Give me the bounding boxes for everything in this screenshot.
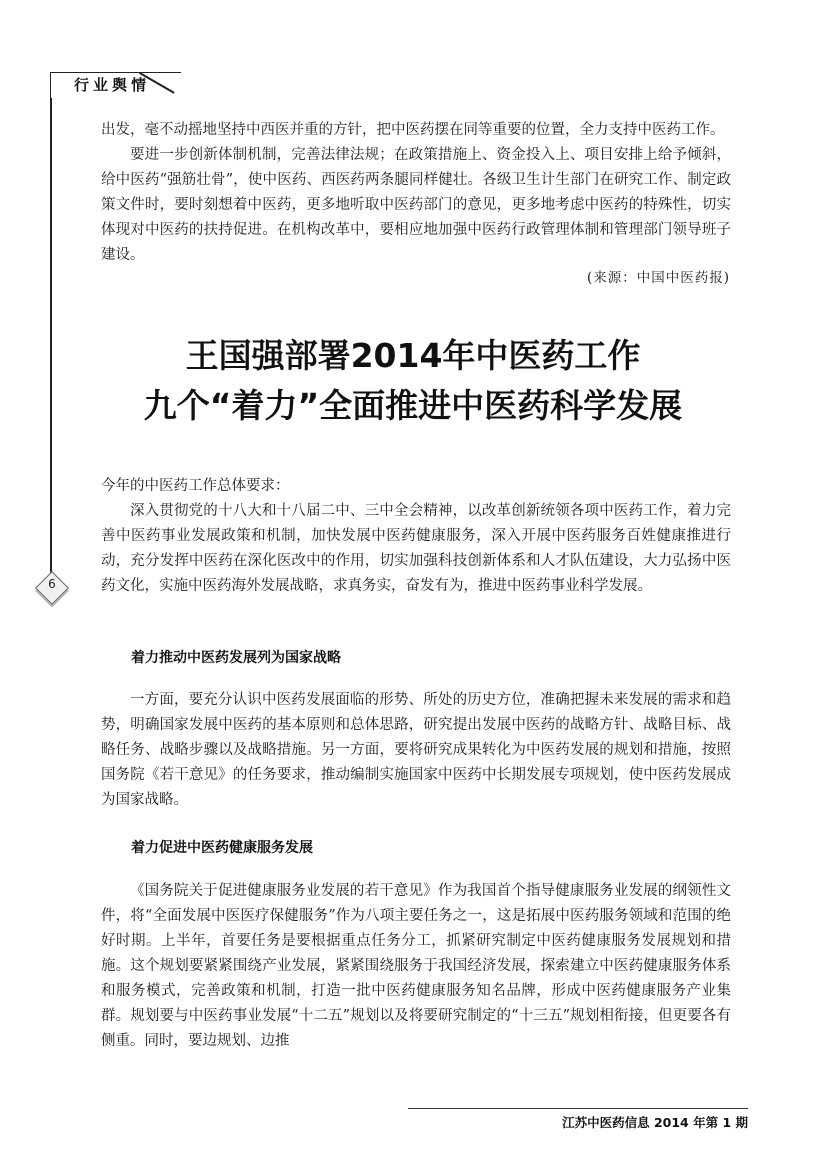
section-1-text bbox=[101, 688, 731, 813]
section-label: 行业舆情 bbox=[74, 76, 151, 94]
section-2-text bbox=[101, 879, 731, 1054]
section-2-body: 《国务院关于促进健康服务业发展的若干意见》作为我国首个指导健康服务业发展的纲领性文件，将“全面发展中医医疗保健服务”作为八项主要任务之一，这是拓展中医药服务领域和范围的绝好时期。上半年，首要任务是要根据重点任务分工，抓紧研究制定中医药健康服务发展规划和措施。这个规划要紧紧围绕产业发展，紧紧围绕服务于我国经济发展，探索建立中医药健康服务体系和服务模式，完善政策和机制，打造一批中医药健康服务知名品牌，形成中医药健康服务产业集群。规划要与中医药事业发展“十二五”规划以及将要研究制定的“十三五”规划相衔接，但更要各有侧重。同时，要边规划、边推 bbox=[101, 883, 731, 1049]
page-number: 6 bbox=[48, 577, 56, 591]
intro-paragraph-1: 出发，毫不动摇地坚持中西医并重的方针，把中医药摆在同等重要的位置，全力支持中医药工作。 bbox=[101, 122, 725, 138]
footer-rule bbox=[408, 1108, 748, 1109]
lead-text bbox=[101, 474, 731, 599]
section-1-body: 一方面，要充分认识中医药发展面临的形势、所处的历史方位，准确把握未来发展的需求和趋势，明确国家发展中医药的基本原则和总体思路，研究提出发展中医药的战略方针、战略目标、战略任务、战略步骤以及战略措施。另一方面，要将研究成果转化为中医药发展的规划和措施，按照国务院《若干意见》的任务要求，推动编制实施国家中医药中长期发展专项规划，使中医药发展成为国家战略。 bbox=[101, 692, 731, 808]
source-citation: (来源：中国中医药报) bbox=[586, 270, 730, 286]
lead-body: 深入贯彻党的十八大和十八届二中、三中全会精神，以改革创新统领各项中医药工作，着力完善中医药事业发展政策和机制，加快发展中医药健康服务，深入开展中医药服务百姓健康推进行动，充分发挥中医药在深化医改中的作用，切实加强科技创新体系和人才队伍建设，大力弘扬中医药文化，实施中医药海外发展战略，求真务实，奋发有为，推进中医药事业科学发展。 bbox=[101, 503, 731, 594]
journal-footer: 江苏中医药信息 2014 年第 1 期 bbox=[562, 1115, 748, 1130]
article-title-line-2: 九个“着力”全面推进中医药科学发展 bbox=[143, 386, 683, 425]
left-margin-rule bbox=[50, 98, 52, 576]
article-title-line-1: 王国强部署2014年中医药工作 bbox=[185, 336, 641, 375]
intro-text bbox=[101, 118, 731, 268]
section-1-heading: 着力推动中医药发展列为国家战略 bbox=[131, 650, 341, 666]
section-2-heading: 着力促进中医药健康服务发展 bbox=[131, 840, 313, 856]
lead-line: 今年的中医药工作总体要求： bbox=[101, 478, 290, 494]
intro-paragraph-2: 要进一步创新体制机制，完善法律法规；在政策措施上、资金投入上、项目安排上给予倾斜，给中医药“强筋壮骨”，使中医药、西医药两条腿同样健壮。各级卫生计生部门在研究工作、制定政策文件时，要时刻想着中医药，更多地听取中医药部门的意见，更多地考虑中医药的特殊性，切实体现对中医药的扶持促进。在机构改革中，要相应地加强中医药行政管理体制和管理部门领导班子建设。 bbox=[101, 147, 731, 263]
